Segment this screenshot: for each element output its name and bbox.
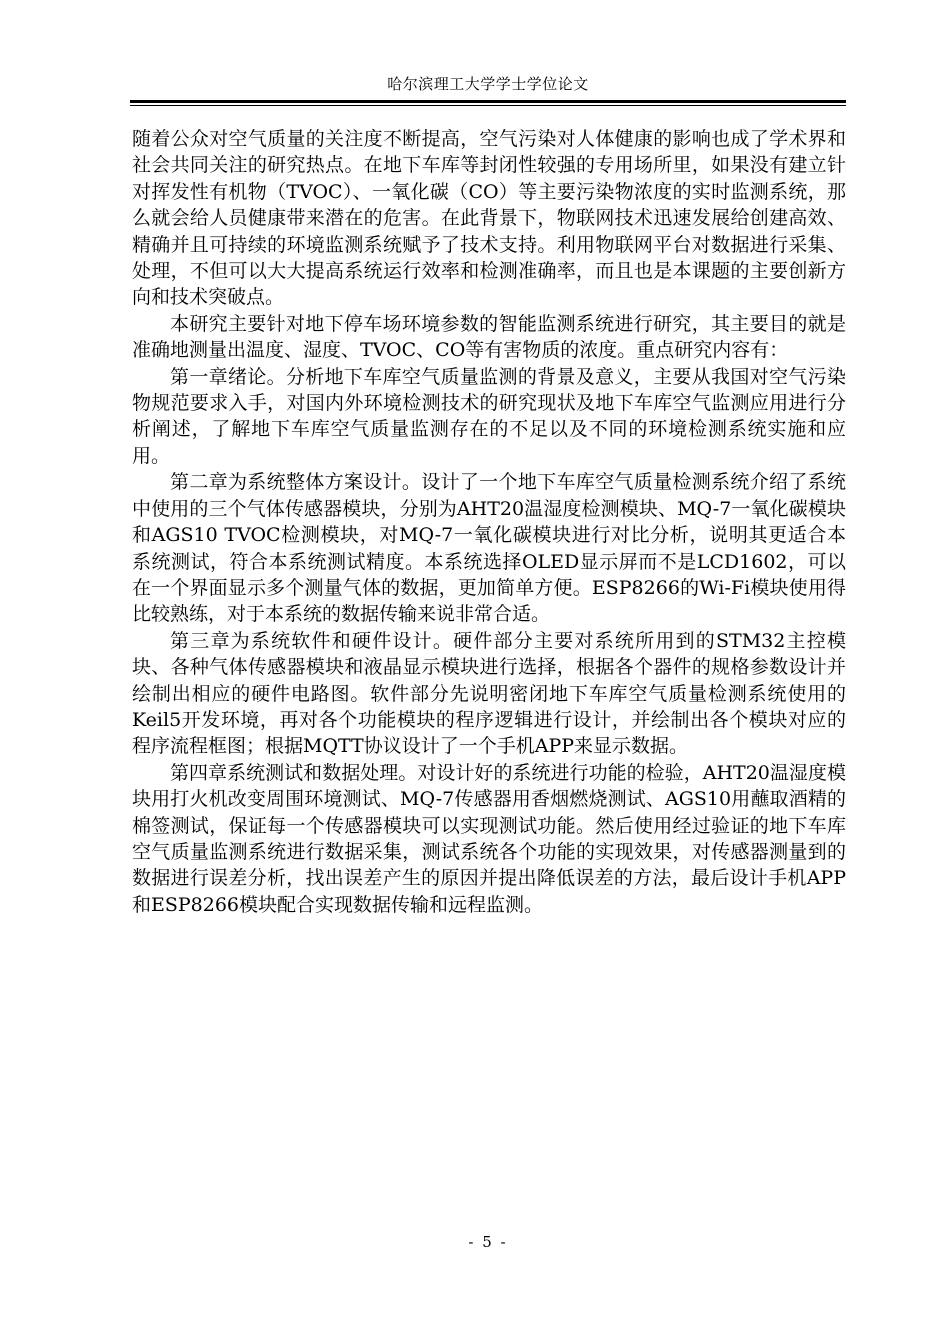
body-text bbox=[132, 126, 846, 918]
page-number: - 5 - bbox=[468, 1233, 508, 1251]
paragraph-chapter-2: 第二章为系统整体方案设计。设计了一个地下车库空气质量检测系统介绍了系统中使用的三个气体传感器模块，分别为AHT20温湿度检测模块、MQ-7一氧化碳模块和AGS10 TVOC检测模块，对MQ-7一氧化碳模块进行对比分析，说明其更适合本系统测试，符合本系统测试精度。本系统选择OLED显示屏而不是LCD1602，可以在一个界面显示多个测量气体的数据，更加简单方便。ESP8266的Wi-Fi模块使用得比较熟练，对于本系统的数据传输来说非常合适。 bbox=[132, 471, 846, 626]
running-header: 哈尔滨理工大学学士学位论文 bbox=[387, 75, 589, 93]
paragraph-chapter-3: 第三章为系统软件和硬件设计。硬件部分主要对系统所用到的STM32主控模块、各种气体传感器模块和液晶显示模块进行选择，根据各个器件的规格参数设计并绘制出相应的硬件电路图。软件部分先说明密闭地下车库空气质量检测系统使用的Keil5开发环境，再对各个功能模块的程序逻辑进行设计，并绘制出各个模块对应的程序流程框图；根据MQTT协议设计了一个手机APP来显示数据。 bbox=[132, 629, 846, 758]
header-rule-thin bbox=[130, 105, 846, 106]
header-rule-thick bbox=[130, 100, 846, 103]
paragraph-research-overview: 本研究主要针对地下停车场环境参数的智能监测系统进行研究，其主要目的就是准确地测量出温度、湿度、TVOC、CO等有害物质的浓度。重点研究内容有： bbox=[132, 312, 846, 362]
paragraph-chapter-1: 第一章绪论。分析地下车库空气质量监测的背景及意义，主要从我国对空气污染物规范要求入手，对国内外环境检测技术的研究现状及地下车库空气监测应用进行分析阐述，了解地下车库空气质量监测存在的不足以及不同的环境检测系统实施和应用。 bbox=[132, 365, 846, 467]
paragraph-intro-continued: 随着公众对空气质量的关注度不断提高，空气污染对人体健康的影响也成了学术界和社会共同关注的研究热点。在地下车库等封闭性较强的专用场所里，如果没有建立针对挥发性有机物（TVOC）、一氧化碳（CO）等主要污染物浓度的实时监测系统，那么就会给人员健康带来潜在的危害。在此背景下，物联网技术迅速发展给创建高效、精确并且可持续的环境监测系统赋予了技术支持。利用物联网平台对数据进行采集、处理，不但可以大大提高系统运行效率和检测准确率，而且也是本课题的主要创新方向和技术突破点。 bbox=[132, 128, 846, 309]
paragraph-chapter-4: 第四章系统测试和数据处理。对设计好的系统进行功能的检验，AHT20温湿度模块用打火机改变周围环境测试、MQ-7传感器用香烟燃烧测试、AGS10用蘸取酒精的棉签测试，保证每一个传感器模块可以实现测试功能。然后使用经过验证的地下车库空气质量监测系统进行数据采集，测试系统各个功能的实现效果，对传感器测量到的数据进行误差分析，找出误差产生的原因并提出降低误差的方法，最后设计手机APP和ESP8266模块配合实现数据传输和远程监测。 bbox=[132, 761, 846, 916]
